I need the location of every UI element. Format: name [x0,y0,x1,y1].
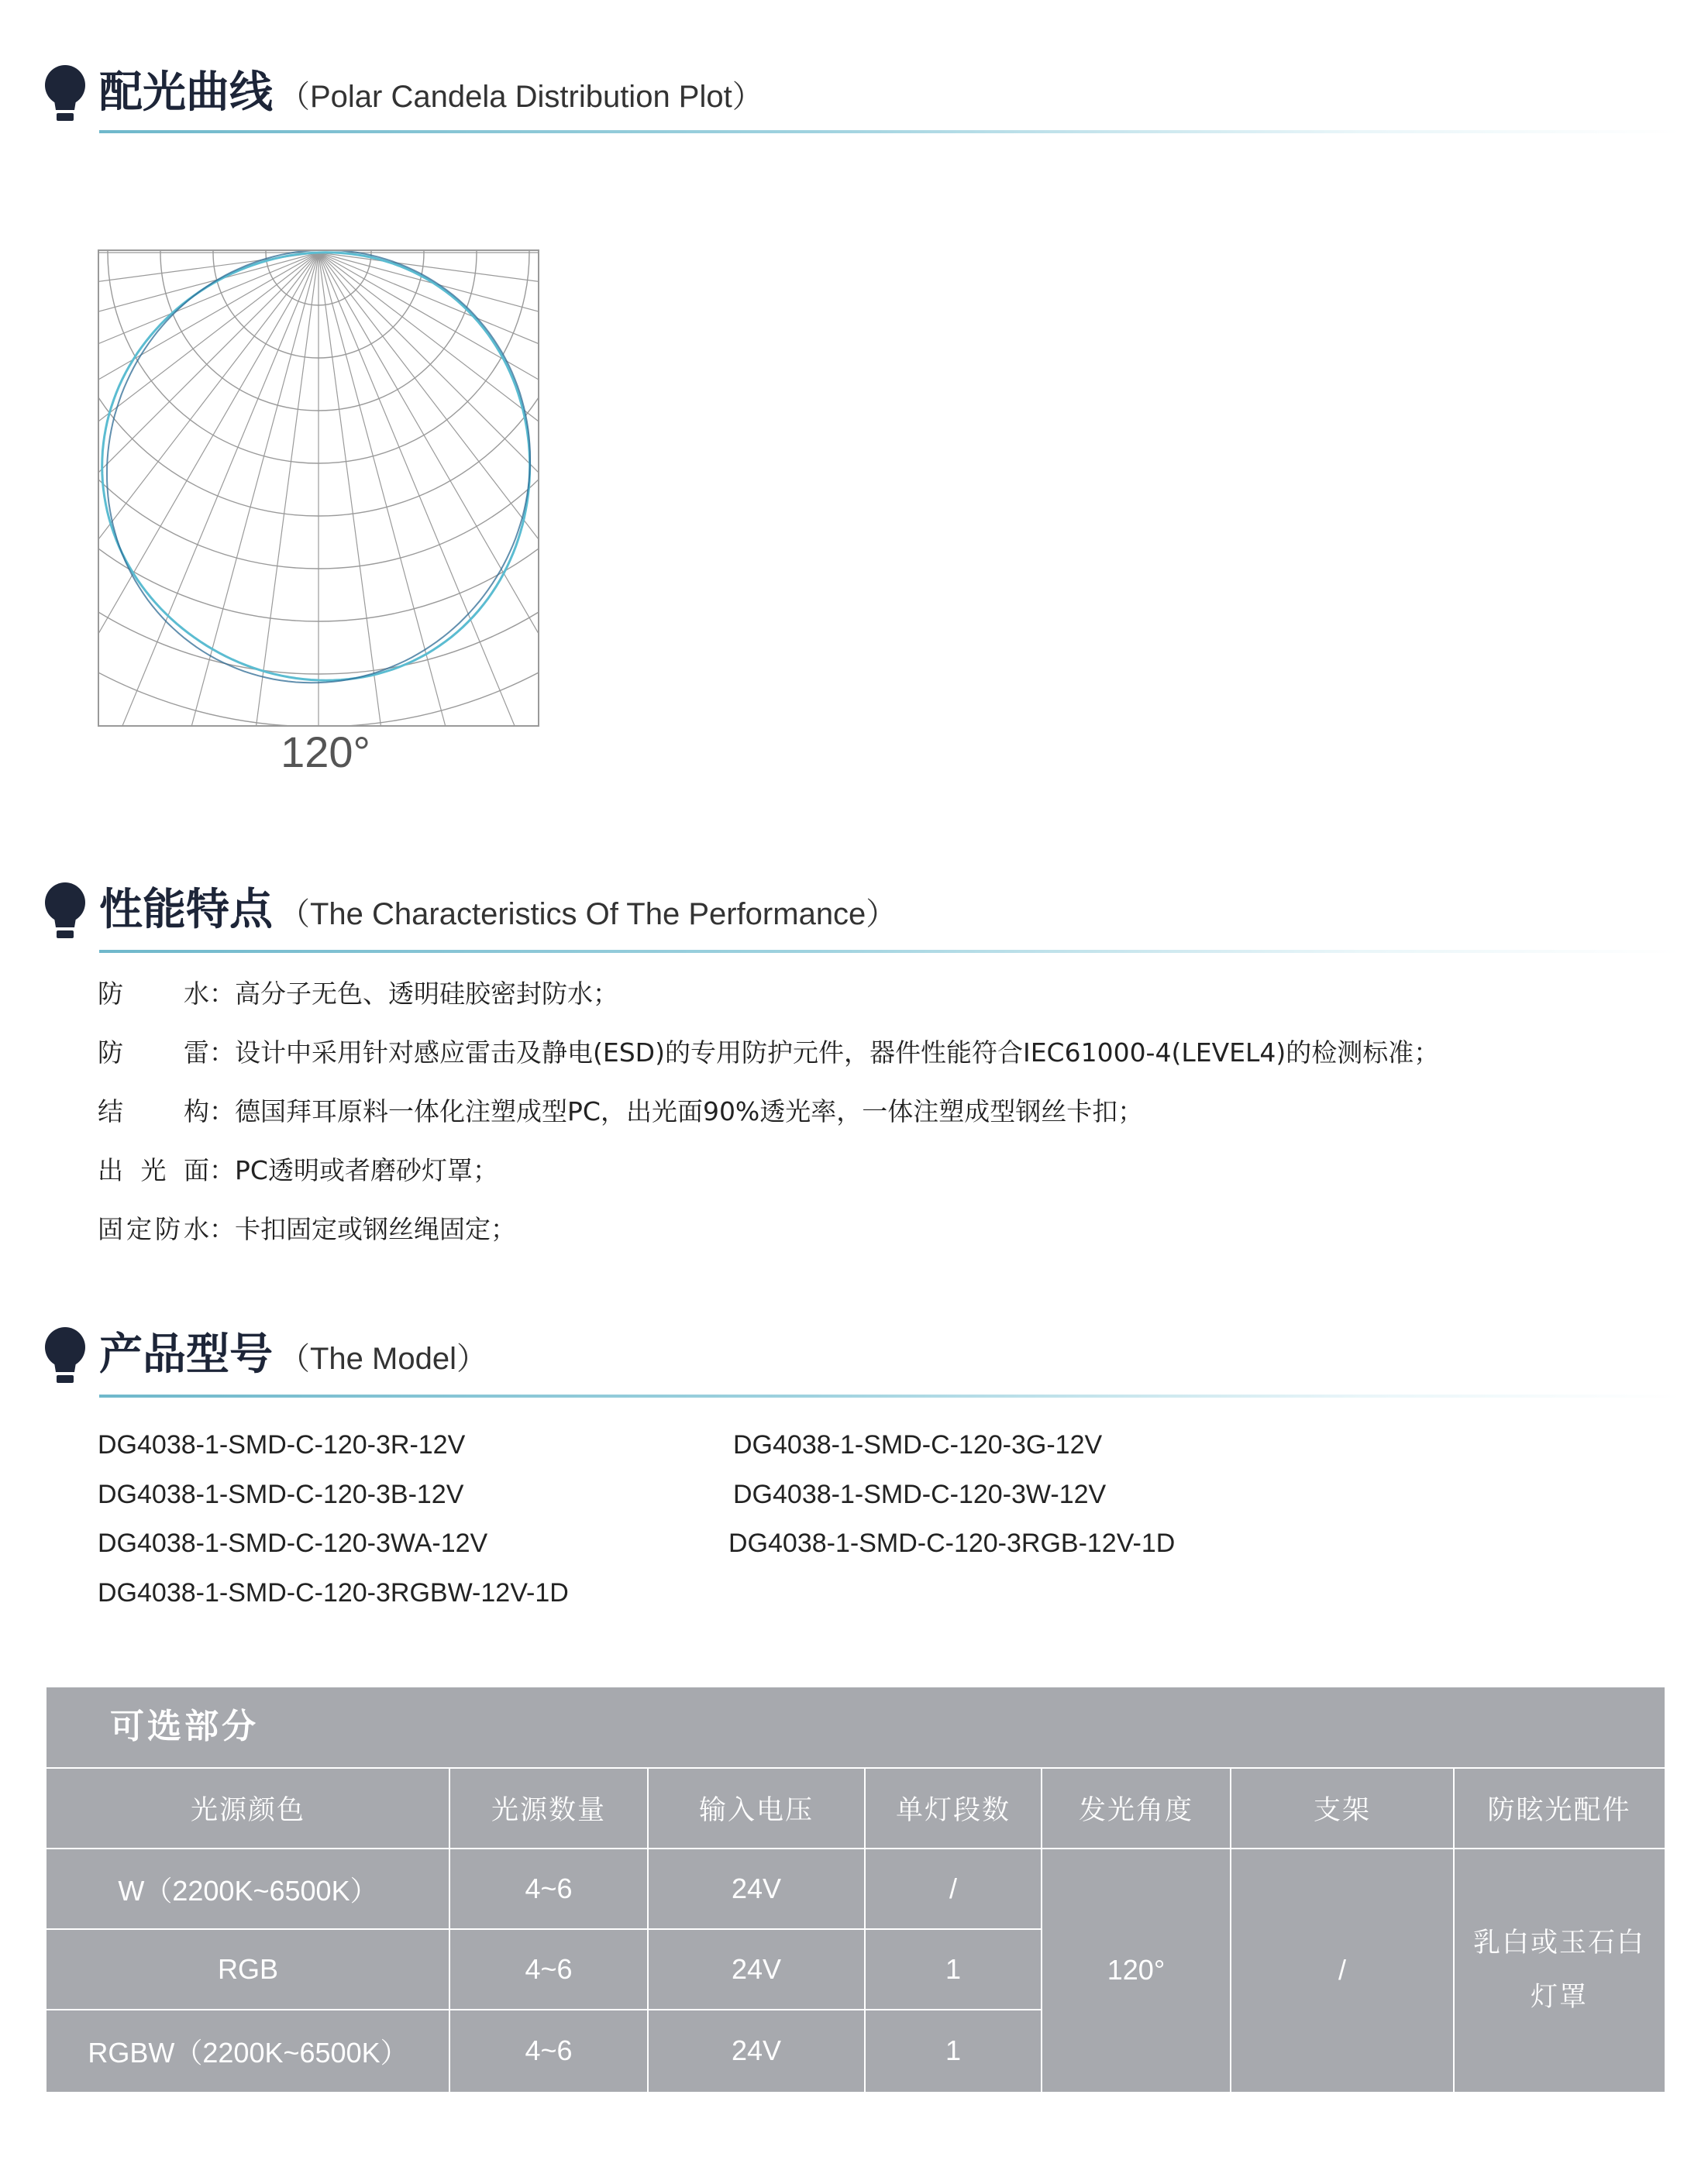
table-cell-voltage: 24V [731,2034,782,2066]
polar-grid-spoke [319,253,539,727]
feature-separator: ： [209,1214,235,1244]
feature-separator: ： [209,1037,235,1068]
table-cell-color: RGB [217,1953,278,1985]
feature-item [98,1208,1648,1267]
table-cell-color: RGBW（2200K~6500K） [88,2036,408,2069]
feature-label: 固定防水 [98,1214,209,1244]
table-cell-segments: / [949,1873,957,1904]
feature-text: 设计中采用针对感应雷击及静电(ESD)的专用防护元件，器件性能符合IEC61000-4(LEVEL4)的检测标准； [235,1037,1440,1068]
table-cell-count: 4~6 [525,1873,573,1904]
section-title-en: （Polar Candela Distribution Plot） [279,80,763,114]
feature-text: 高分子无色、透明硅胶密封防水； [235,979,618,1009]
model-number: DG4038-1-SMD-C-120-3WA-12V [98,1529,488,1558]
bulb-icon [43,1326,87,1392]
section-title-cn: 产品型号 [99,1329,273,1380]
polar-grid-spoke [197,253,319,727]
table-cell-voltage: 24V [731,1873,782,1904]
polar-grid-spoke [319,253,539,608]
polar-candela-plot [98,249,539,727]
model-number: DG4038-1-SMD-C-120-3RGB-12V-1D [728,1529,1176,1558]
table-rule [46,1928,1042,1930]
feature-label: 防水 [98,979,209,1009]
table-cell-segments: 1 [945,2034,962,2066]
model-number: DG4038-1-SMD-C-120-3R-12V [98,1430,466,1460]
table-header-cell: 防眩光配件 [1487,1795,1631,1826]
table-rule [1453,1768,1455,2092]
polar-grid-spoke [319,253,539,727]
feature-item [98,1149,1648,1208]
section-divider [99,950,1680,953]
polar-grid-spoke [319,253,539,494]
table-rule [449,1768,450,2092]
bulb-icon [43,64,87,130]
feature-label: 出光面 [98,1155,209,1185]
polar-grid-spoke [98,253,319,727]
table-rule [46,1848,1665,1849]
polar-grid-spoke [319,253,539,727]
table-cell-count: 4~6 [525,2034,573,2066]
table-rule [864,1768,866,2092]
model-number: DG4038-1-SMD-C-120-3RGBW-12V-1D [98,1578,569,1608]
feature-separator: ： [209,1155,235,1185]
section-divider [99,130,1680,133]
section-title-cn: 配光曲线 [99,67,273,118]
anti-glare-line: 乳白或玉石白 [1472,1928,1645,1959]
table-cell-anti-glare [1454,1849,1665,2092]
feature-label: 结构 [98,1096,209,1126]
bulb-icon [43,881,87,948]
table-caption: 可选部分 [110,1707,259,1746]
table-header-cell: 输入电压 [698,1795,814,1826]
table-header-cell: 单灯段数 [895,1795,1011,1826]
polar-curves [102,250,530,683]
polar-grid-spoke [319,253,539,727]
feature-separator: ： [209,979,235,1009]
polar-grid-spoke [98,253,319,608]
polar-grid-spoke [319,253,539,727]
polar-grid-spoke [98,253,319,727]
table-rule [46,1767,1665,1769]
table-header-cell: 光源颜色 [190,1795,305,1826]
feature-list [98,972,1648,1267]
polar-grid-spoke [319,253,539,727]
feature-separator: ： [209,1096,235,1126]
table-rule [647,1768,649,2092]
polar-grid-spoke [98,253,319,727]
feature-text: 卡扣固定或钢丝绳固定； [235,1214,516,1244]
table-cell-angle: 120° [1107,1954,1166,1986]
model-number: DG4038-1-SMD-C-120-3B-12V [98,1480,464,1509]
section-title-en: （The Characteristics Of The Performance） [279,897,897,931]
polar-grid-spoke [98,253,319,727]
table-header-cell: 光源数量 [491,1795,606,1826]
table-header-cell: 支架 [1313,1795,1371,1826]
table-cell-color: W（2200K~6500K） [118,1874,378,1907]
section-title-cn: 性能特点 [99,885,273,935]
model-number: DG4038-1-SMD-C-120-3W-12V [733,1480,1107,1509]
anti-glare-line: 灯罩 [1530,1982,1588,2013]
model-number: DG4038-1-SMD-C-120-3G-12V [733,1430,1103,1460]
feature-item [98,1090,1648,1149]
section-title-features [99,886,897,945]
polar-grid-spoke [98,253,319,727]
polar-grid-spoke [98,253,319,727]
table-rule [1041,1768,1042,2092]
feature-text: 德国拜耳原料一体化注塑成型PC，出光面90%透光率，一体注塑成型钢丝卡扣； [235,1096,1144,1126]
table-header-cell: 发光角度 [1078,1795,1193,1826]
table-cell-voltage: 24V [731,1953,782,1985]
polar-grid-spoke [98,253,319,374]
table-cell-count: 4~6 [525,1953,573,1985]
polar-grid-spoke [319,253,539,374]
feature-item [98,1031,1648,1090]
table-cell-bracket: / [1338,1954,1346,1986]
feature-text: PC透明或者磨砂灯罩； [235,1155,498,1185]
table-rule [46,2009,1042,2010]
feature-item [98,972,1648,1031]
section-title-en: （The Model） [279,1342,487,1376]
section-title-models [99,1330,487,1390]
beam-angle-label: 120° [281,727,370,776]
options-table [46,1687,1665,2092]
feature-label: 防雷 [98,1037,209,1068]
section-divider [99,1395,1680,1398]
table-cell-segments: 1 [945,1953,962,1985]
section-title-polar [99,68,763,128]
table-rule [1230,1768,1231,2092]
